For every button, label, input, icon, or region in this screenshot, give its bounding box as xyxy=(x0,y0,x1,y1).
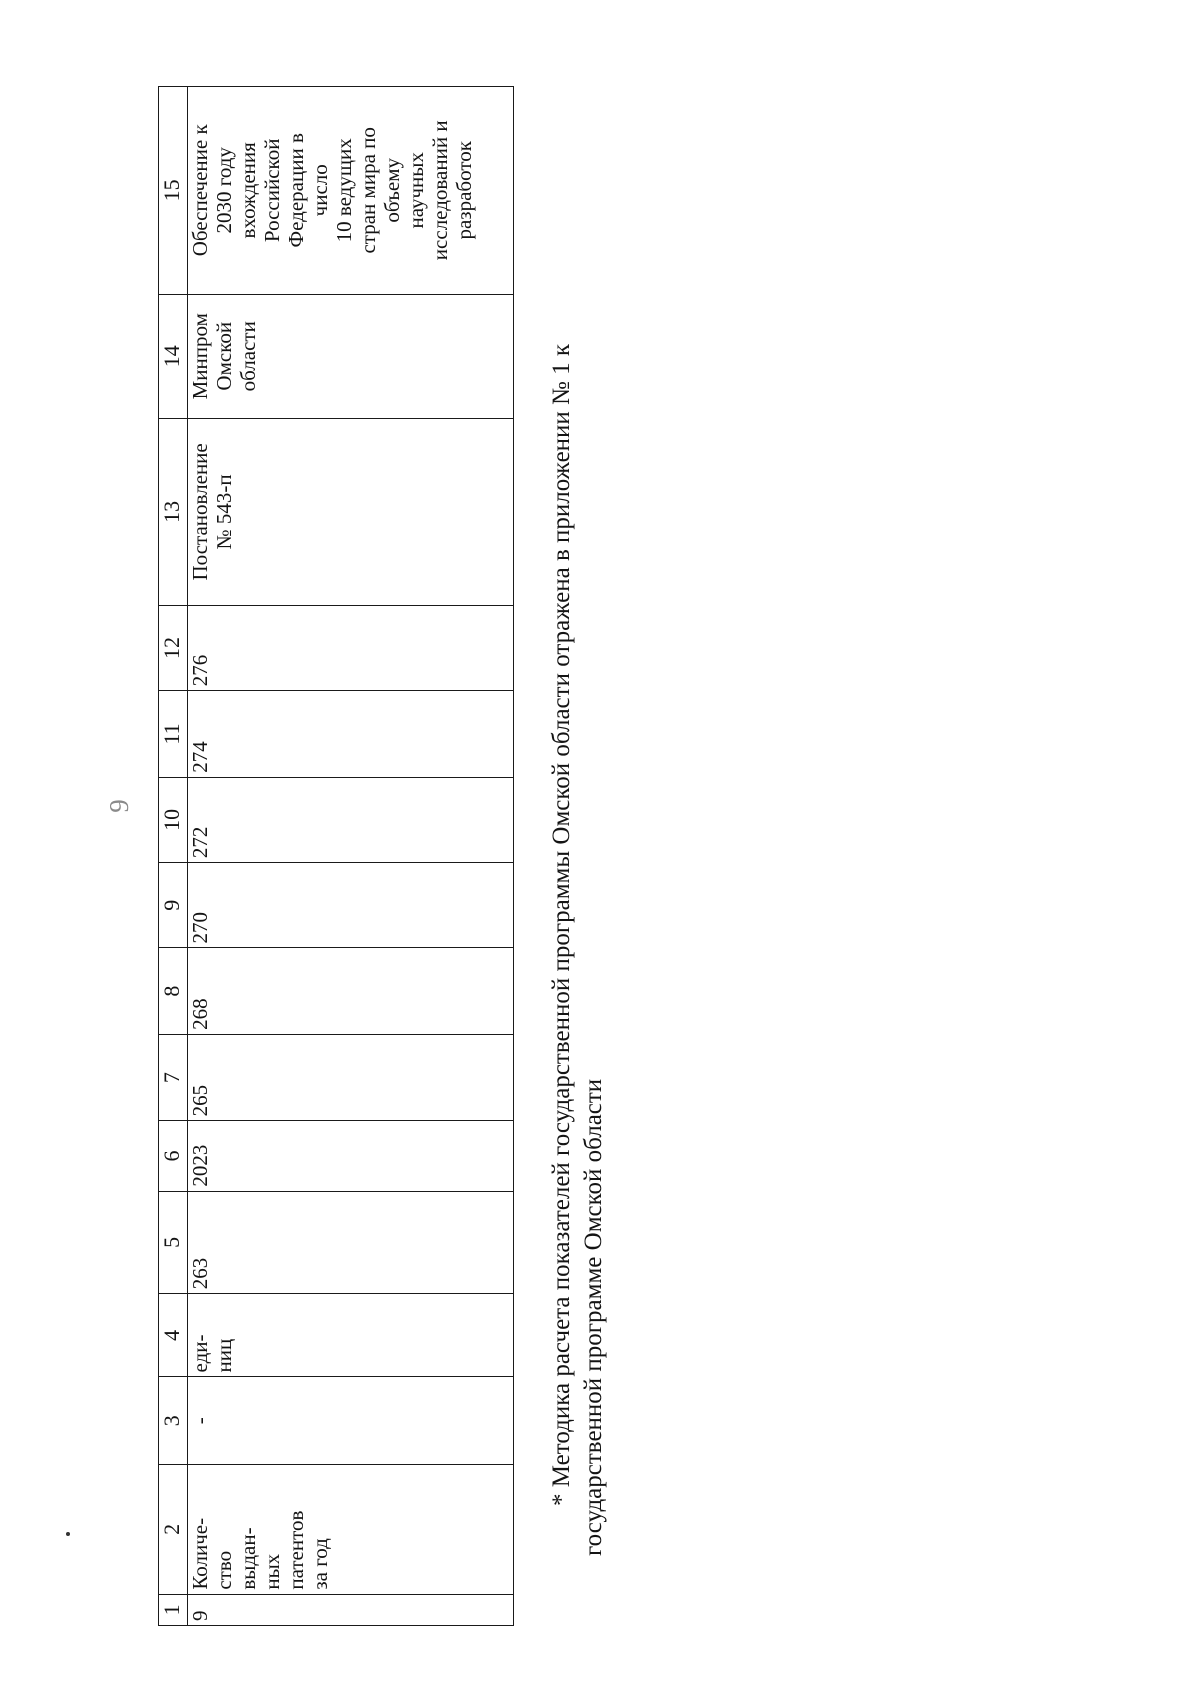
column-header: 7 xyxy=(159,1034,188,1120)
column-header: 13 xyxy=(159,418,188,605)
cell-goal: Обеспечение к 2030 году вхождения Российской Федерации в число 10 ведущих стран мира по объему научных исследований и разработок xyxy=(188,87,514,295)
cell-value-col11: 274 xyxy=(188,691,514,777)
cell-responsible: Минпром Омской области xyxy=(188,294,514,418)
column-header: 5 xyxy=(159,1191,188,1294)
column-header: 3 xyxy=(159,1377,188,1465)
cell-document: Постановление № 543-п xyxy=(188,418,514,605)
cell-base-value: 263 xyxy=(188,1191,514,1294)
column-header: 9 xyxy=(159,863,188,948)
column-header: 12 xyxy=(159,605,188,690)
cell-value-col10: 272 xyxy=(188,777,514,862)
cell-indicator-name: Количе- ство выдан- ных патентов за год xyxy=(188,1464,514,1594)
cell-row-number: 9 xyxy=(188,1594,514,1625)
column-header: 15 xyxy=(159,87,188,295)
column-header: 4 xyxy=(159,1294,188,1377)
page-number: 9 xyxy=(104,799,134,813)
cell-col3: - xyxy=(188,1377,514,1465)
table-header-row xyxy=(159,87,188,1626)
column-header: 6 xyxy=(159,1121,188,1191)
footnote-line-2: государственной программе Омской области xyxy=(580,1078,607,1556)
cell-unit: еди- ниц xyxy=(188,1294,514,1377)
column-header: 8 xyxy=(159,948,188,1034)
column-header: 11 xyxy=(159,691,188,777)
cell-value-col7: 265 xyxy=(188,1034,514,1120)
footnote xyxy=(546,343,628,1556)
column-header: 1 xyxy=(159,1594,188,1625)
column-header: 14 xyxy=(159,294,188,418)
column-header: 2 xyxy=(159,1464,188,1594)
table-row xyxy=(188,87,514,1626)
footnote-line-1: * Методика расчета показателей государственной программы Омской области отражена в приложении № 1 к xyxy=(548,343,575,1506)
cell-base-year: 2023 xyxy=(188,1121,514,1191)
indicator-table xyxy=(158,86,514,1626)
stray-dot xyxy=(66,1532,70,1536)
cell-value-col8: 268 xyxy=(188,948,514,1034)
column-header: 10 xyxy=(159,777,188,862)
cell-value-col9: 270 xyxy=(188,863,514,948)
cell-value-col12: 276 xyxy=(188,605,514,690)
